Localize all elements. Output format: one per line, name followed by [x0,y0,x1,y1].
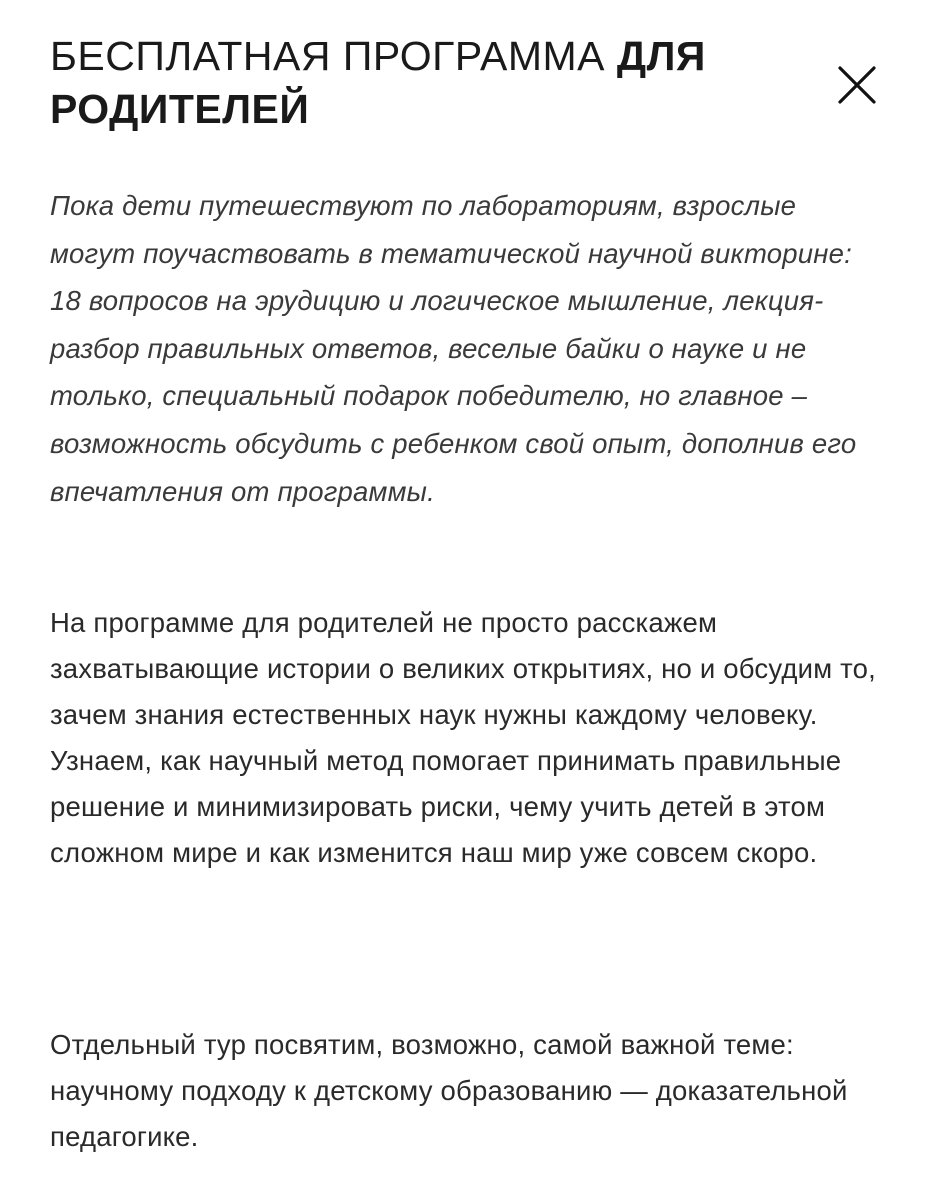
close-button[interactable] [832,60,882,110]
title-bold: ДЛЯ РОДИТЕЛЕЙ [50,33,706,132]
close-icon [832,60,882,110]
intro-paragraph: Пока дети путешествуют по лабораториям, взрослые могут поучаствовать в тематической научной викторине: 18 вопросов на эрудицию и логическое мышление, лекция-разбор правильных ответов, веселые байки о науке и не только, специальный подарок победителю, но главное – возможность обсудить с ребенком свой опыт, дополнив его впечатления от программы. [50,190,857,507]
modal-title [50,30,770,136]
body-paragraph-2: Отдельный тур посвятим, возможно, самой важной теме: научному подходу к детскому образованию — доказательной педагогике. [50,1029,848,1152]
body-paragraph-1: На программе для родителей не просто расскажем захватывающие истории о великих открытиях, но и обсудим то, зачем знания естественных наук нужны каждому человеку. Узнаем, как научный метод помогает принимать правильные решение и минимизировать риски, чему учить детей в этом сложном мире и как изменится наш мир уже совсем скоро. [50,607,876,868]
title-regular: БЕСПЛАТНАЯ ПРОГРАММА [50,33,605,79]
